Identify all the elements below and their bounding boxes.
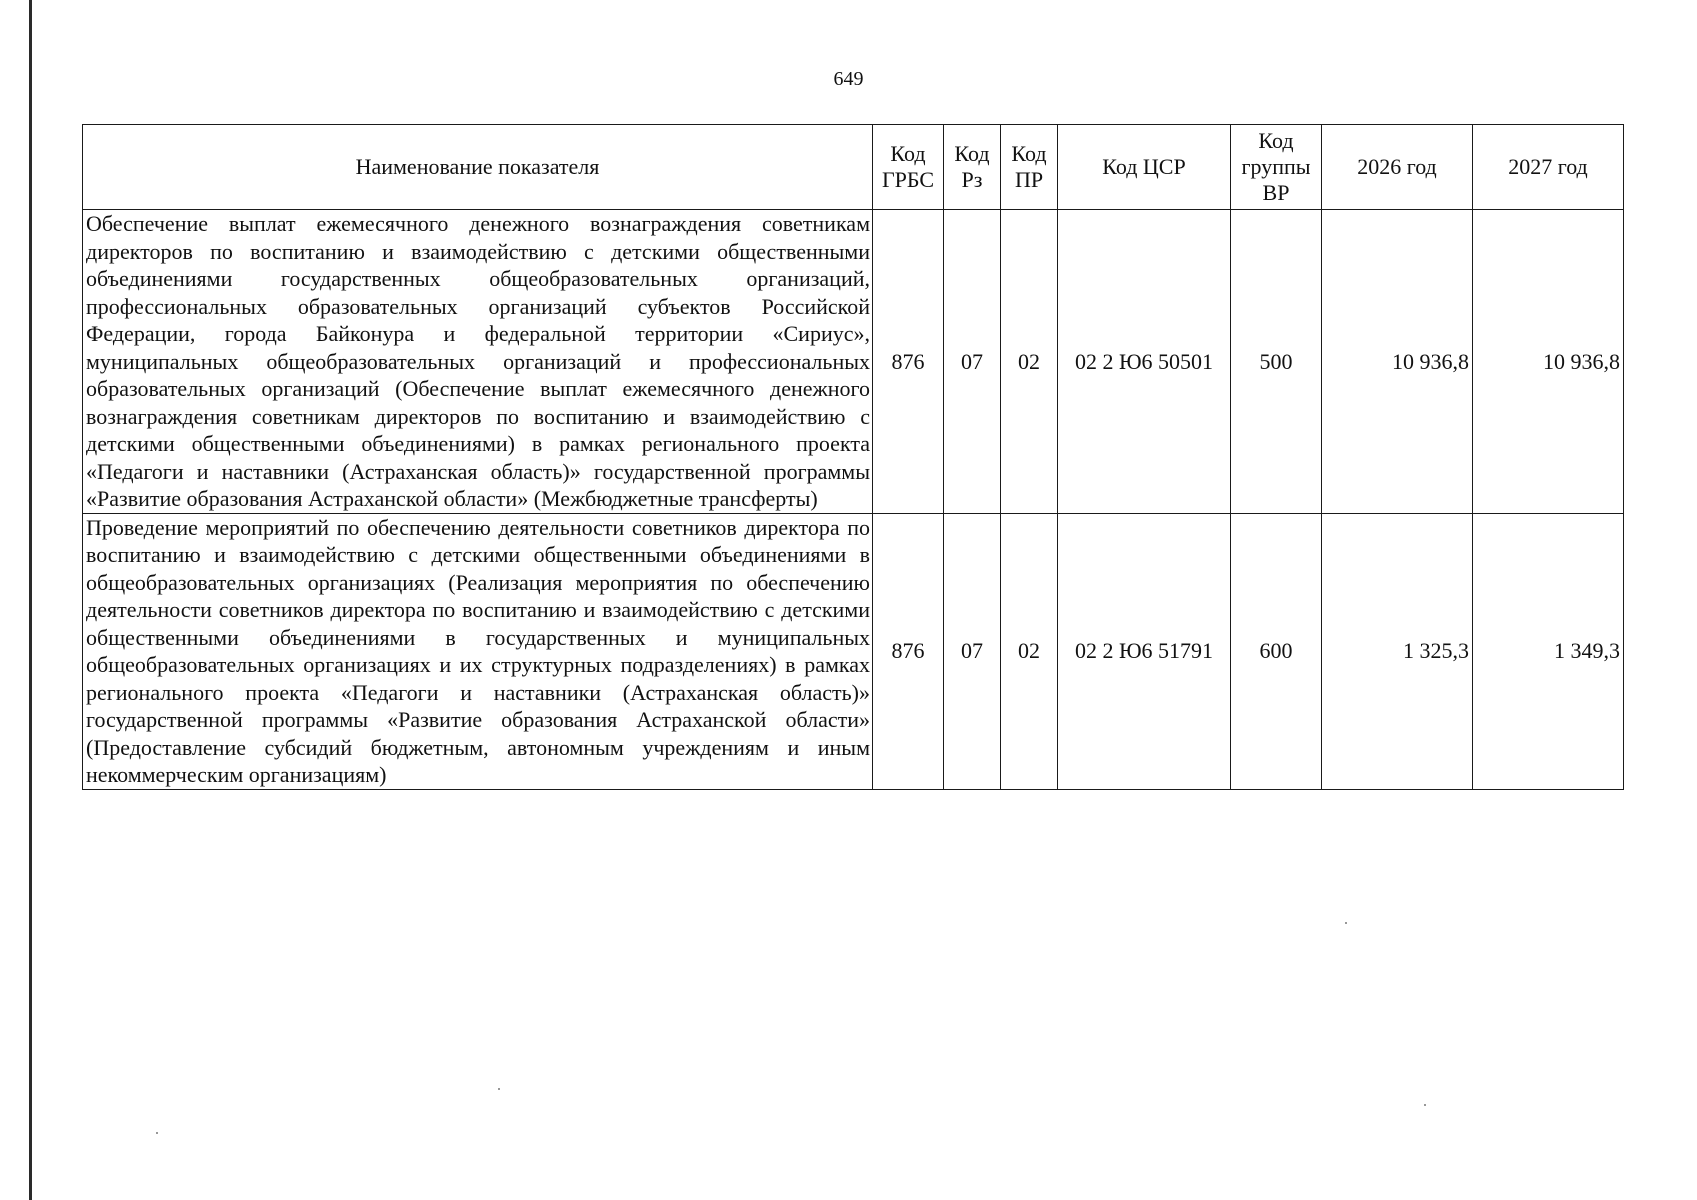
page-number: 649 xyxy=(833,68,864,90)
row-vr: 500 xyxy=(1231,210,1322,514)
table-row xyxy=(83,210,1624,514)
header-vr: Код группы ВР xyxy=(1231,125,1322,210)
header-csr: Код ЦСР xyxy=(1058,125,1231,210)
row-rz: 07 xyxy=(944,210,1001,514)
row-grbs: 876 xyxy=(873,513,944,789)
row-csr: 02 2 Ю6 51791 xyxy=(1058,513,1231,789)
row-pr: 02 xyxy=(1001,513,1058,789)
table-row xyxy=(83,513,1624,789)
row-csr: 02 2 Ю6 50501 xyxy=(1058,210,1231,514)
header-name: Наименование показателя xyxy=(83,125,873,210)
row-value-2027: 1 349,3 xyxy=(1473,513,1624,789)
scan-speck xyxy=(156,1132,158,1134)
row-grbs: 876 xyxy=(873,210,944,514)
row-value-2026: 1 325,3 xyxy=(1322,513,1473,789)
scan-speck xyxy=(1345,922,1347,924)
row-name: Проведение мероприятий по обеспечению деятельности советников директора по воспитанию и взаимодействию с детскими общественными объединениями в общеобразовательных организациях (Реализация мероприятия по обеспечению деятельности советников директора по воспитанию и взаимодействию с детскими общественными объединениями в государственных и муниципальных общеобразовательных организациях и их структурных подразделениях) в рамках регионального проекта «Педагоги и наставники (Астраханская область)» государственной программы «Развитие образования Астраханской области» (Предоставление субсидий бюджетным, автономным учреждениям и иным некоммерческим организациям) xyxy=(83,513,873,789)
row-name: Обеспечение выплат ежемесячного денежного вознаграждения советникам директоров по воспитанию и взаимодействию с детскими общественными объединениями государственных общеобразовательных организаций, профессиональных образовательных организаций субъектов Российской Федерации, города Байконура и федеральной территории «Сириус», муниципальных общеобразовательных организаций и профессиональных образовательных организаций (Обеспечение выплат ежемесячного денежного вознаграждения советникам директоров по воспитанию и взаимодействию с детскими общественными объединениями) в рамках регионального проекта «Педагоги и наставники (Астраханская область)» государственной программы «Развитие образования Астраханской области» (Межбюджетные трансферты) xyxy=(83,210,873,514)
header-grbs: Код ГРБС xyxy=(873,125,944,210)
header-rz: Код Рз xyxy=(944,125,1001,210)
row-value-2027: 10 936,8 xyxy=(1473,210,1624,514)
row-vr: 600 xyxy=(1231,513,1322,789)
row-value-2026: 10 936,8 xyxy=(1322,210,1473,514)
header-pr: Код ПР xyxy=(1001,125,1058,210)
scan-speck xyxy=(498,1088,500,1090)
row-pr: 02 xyxy=(1001,210,1058,514)
budget-table xyxy=(82,124,1624,790)
table-header-row xyxy=(83,125,1624,210)
binding-margin-line xyxy=(29,0,32,1200)
header-2026: 2026 год xyxy=(1322,125,1473,210)
row-rz: 07 xyxy=(944,513,1001,789)
header-2027: 2027 год xyxy=(1473,125,1624,210)
scan-speck xyxy=(1424,1104,1426,1106)
